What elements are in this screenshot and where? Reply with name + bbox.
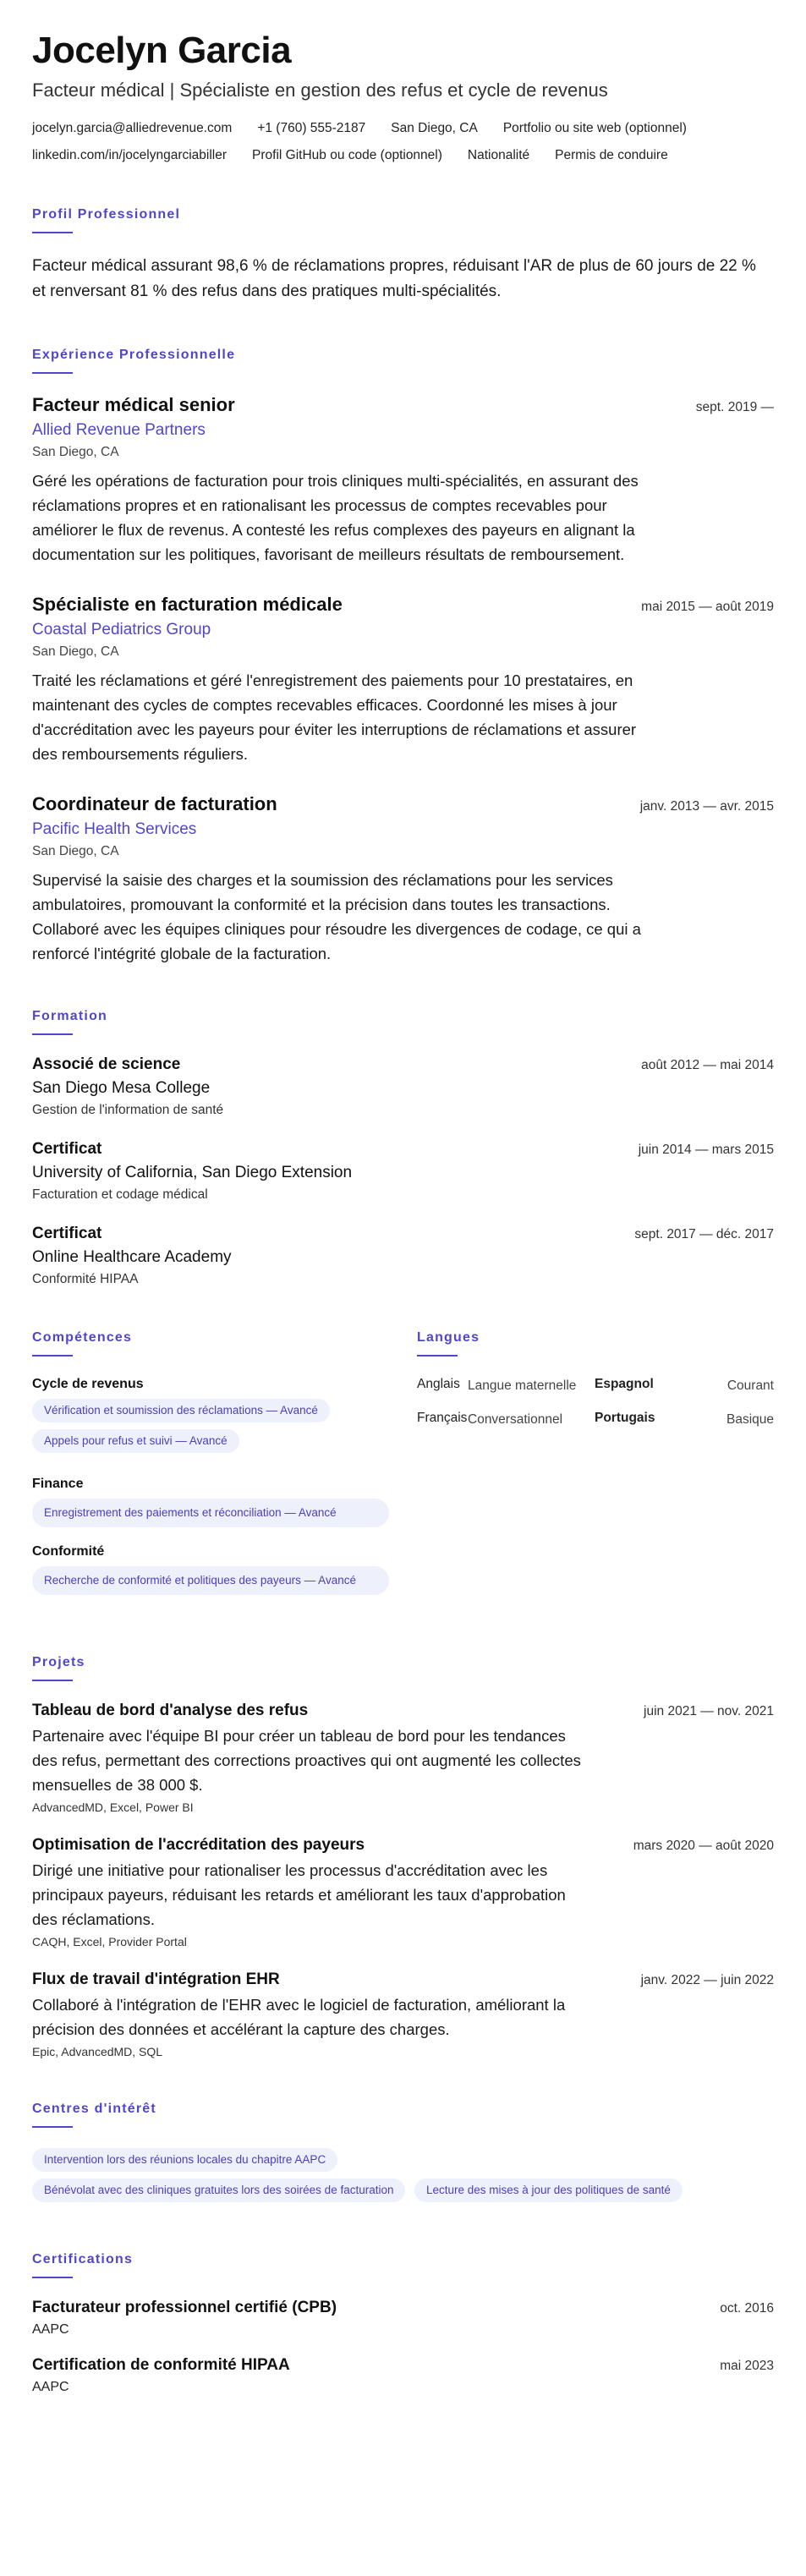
profile-summary: Facteur médical assurant 98,6 % de réclamations propres, réduisant l'AR de plus de 60 jours de 22 % et renversant 81 % des refus dans des pratiques multi-spécialités. <box>32 257 756 301</box>
languages-section <box>417 1329 774 1612</box>
language-item <box>417 1411 595 1429</box>
section-title: Projets <box>32 1655 85 1670</box>
project-title: Tableau de bord d'analyse des refus <box>32 1702 309 1720</box>
project-dates: janv. 2022 — juin 2022 <box>640 1973 774 1988</box>
job-dates: sept. 2019 — <box>695 400 774 415</box>
section-title: Formation <box>32 1009 108 1024</box>
project-title: Optimisation de l'accréditation des payeurs <box>32 1836 365 1855</box>
job-title: Spécialiste en facturation médicale <box>32 594 343 616</box>
edu-dates: sept. 2017 — déc. 2017 <box>634 1227 774 1242</box>
section-title: Langues <box>417 1330 480 1346</box>
section-divider <box>32 1033 73 1035</box>
section-title: Expérience Professionnelle <box>32 348 236 363</box>
skills-section <box>32 1329 389 1612</box>
skill-pill: Appels pour refus et suivi — Avancé <box>32 1429 239 1453</box>
skill-group-title: Conformité <box>32 1544 105 1559</box>
edu-field: Conformité HIPAA <box>32 1272 139 1287</box>
skill-pill: Enregistrement des paiements et réconciliation — Avancé <box>32 1499 389 1527</box>
language-item <box>595 1377 774 1395</box>
cert-name: Facturateur professionnel certifié (CPB) <box>32 2299 337 2317</box>
section-divider <box>32 1680 73 1681</box>
language-name: Portugais <box>595 1411 655 1426</box>
skill-pill: Vérification et soumission des réclamations — Avancé <box>32 1399 330 1422</box>
contact-phone[interactable]: +1 (760) 555-2187 <box>257 121 366 136</box>
project-description: Collaboré à l'intégration de l'EHR avec le logiciel de facturation, améliorant la précision des données et accélérant la capture des charges. <box>32 1996 566 2039</box>
section-title: Certifications <box>32 2252 134 2267</box>
section-divider <box>417 1355 458 1357</box>
skill-pill: Recherche de conformité et politiques des payeurs — Avancé <box>32 1566 389 1595</box>
projects-section <box>32 1654 774 2058</box>
job-location: San Diego, CA <box>32 445 119 460</box>
contact-github[interactable]: Profil GitHub ou code (optionnel) <box>252 148 442 163</box>
edu-school: University of California, San Diego Extension <box>32 1164 353 1182</box>
job-description: Supervisé la saisie des charges et la soumission des réclamations pour les services ambulatoires, promouvant la conformité et la précision dans toutes les transactions. Collaboré avec les équipes cliniques pour résoudre les divergences de codage, ce qui a renforcé l'intégrité globale de la facturation. <box>32 871 641 963</box>
language-level: Basique <box>726 1412 774 1428</box>
language-name: Anglais <box>417 1377 460 1392</box>
job-description: Géré les opérations de facturation pour trois cliniques multi-spécialités, en assurant des réclamations propres et en rationalisant les processus de comptes recevables pour améliorer le flux de revenus. A contesté les refus complexes des payeurs en alignant la documentation sur les politiques, favorisant de meilleurs résultats de remboursement. <box>32 472 639 564</box>
skill-group <box>32 1477 389 1527</box>
contact-location: San Diego, CA <box>391 121 478 136</box>
language-name: Espagnol <box>595 1377 654 1392</box>
project-tech: CAQH, Excel, Provider Portal <box>32 1935 187 1949</box>
skill-group-title: Cycle de revenus <box>32 1377 144 1392</box>
section-divider <box>32 232 73 233</box>
project-title: Flux de travail d'intégration EHR <box>32 1970 280 1989</box>
job-title: Coordinateur de facturation <box>32 793 277 815</box>
edu-degree: Certificat <box>32 1140 102 1159</box>
experience-item <box>32 793 774 966</box>
edu-field: Gestion de l'information de santé <box>32 1103 224 1118</box>
section-divider <box>32 1355 73 1357</box>
cert-date: mai 2023 <box>720 2359 774 2374</box>
edu-school: Online Healthcare Academy <box>32 1248 232 1267</box>
language-level: Conversationnel <box>468 1412 563 1428</box>
cert-issuer: AAPC <box>32 2380 69 2395</box>
interests-section <box>32 2101 774 2209</box>
job-company: Allied Revenue Partners <box>32 421 206 440</box>
edu-dates: août 2012 — mai 2014 <box>641 1058 774 1073</box>
education-section <box>32 1008 774 1287</box>
language-item <box>595 1411 774 1429</box>
job-company: Coastal Pediatrics Group <box>32 621 211 639</box>
project-description: Partenaire avec l'équipe BI pour créer un tableau de bord pour les tendances des refus, permettant des corrections proactives qui ont augmenté les collectes mensuelles de 38 000 $. <box>32 1727 581 1795</box>
contact-nationality: Nationalité <box>467 148 530 163</box>
job-dates: mai 2015 — août 2019 <box>641 600 774 615</box>
cert-name: Certification de conformité HIPAA <box>32 2356 290 2375</box>
project-item <box>32 1970 774 2058</box>
project-tech: Epic, AdvancedMD, SQL <box>32 2045 163 2059</box>
job-location: San Diego, CA <box>32 844 119 859</box>
job-company: Pacific Health Services <box>32 820 197 839</box>
profile-section <box>32 206 774 304</box>
contact-linkedin[interactable]: linkedin.com/in/jocelyngarciabiller <box>32 148 228 163</box>
edu-dates: juin 2014 — mars 2015 <box>638 1143 774 1158</box>
job-dates: janv. 2013 — avr. 2015 <box>639 799 774 814</box>
section-divider <box>32 2277 73 2278</box>
candidate-tagline: Facteur médical | Spécialiste en gestion des refus et cycle de revenus <box>32 79 608 101</box>
project-item <box>32 1702 774 1814</box>
certification-item <box>32 2299 774 2338</box>
resume-header <box>32 30 774 164</box>
section-title: Centres d'intérêt <box>32 2102 156 2117</box>
certifications-section <box>32 2251 774 2395</box>
job-description: Traité les réclamations et géré l'enregistrement des paiements pour 10 prestataires, en maintenant des cycles de comptes recevables efficaces. Coordonné les mises à jour d'accréditation avec les payeurs pour éviter les interruptions de réclamations et assurer des remboursements réguliers. <box>32 671 637 764</box>
language-level: Langue maternelle <box>468 1378 577 1394</box>
contact-portfolio[interactable]: Portfolio ou site web (optionnel) <box>502 121 687 136</box>
cert-date: oct. 2016 <box>720 2301 774 2316</box>
languages-grid <box>417 1377 774 1429</box>
job-title: Facteur médical senior <box>32 394 235 416</box>
edu-field: Facturation et codage médical <box>32 1187 208 1203</box>
edu-degree: Certificat <box>32 1225 102 1243</box>
interest-pill: Bénévolat avec des cliniques gratuites lors des soirées de facturation <box>32 2179 405 2202</box>
language-name: Français <box>417 1411 468 1426</box>
interest-pill: Lecture des mises à jour des politiques de santé <box>414 2179 683 2202</box>
project-description: Dirigé une initiative pour rationaliser les processus d'accréditation avec les principaux payeurs, réduisant les retards et améliorant les taux d'approbation des réclamations. <box>32 1861 566 1929</box>
section-title: Compétences <box>32 1330 133 1346</box>
section-divider <box>32 372 73 374</box>
section-divider <box>32 2126 73 2128</box>
project-item <box>32 1836 774 1948</box>
contact-license: Permis de conduire <box>555 148 668 163</box>
experience-section <box>32 347 774 966</box>
skills-languages-row <box>32 1329 774 1612</box>
education-item <box>32 1055 774 1118</box>
skill-group-title: Finance <box>32 1477 84 1492</box>
interest-pill: Intervention lors des réunions locales du chapitre AAPC <box>32 2148 337 2172</box>
experience-item <box>32 394 774 567</box>
edu-school: San Diego Mesa College <box>32 1079 211 1098</box>
skill-group <box>32 1544 389 1595</box>
language-level: Courant <box>726 1378 774 1394</box>
project-dates: mars 2020 — août 2020 <box>633 1839 774 1854</box>
cert-issuer: AAPC <box>32 2322 69 2338</box>
education-item <box>32 1140 774 1203</box>
project-tech: AdvancedMD, Excel, Power BI <box>32 1800 194 1815</box>
language-item <box>417 1377 595 1395</box>
job-location: San Diego, CA <box>32 644 119 660</box>
experience-item <box>32 594 774 766</box>
education-item <box>32 1225 774 1287</box>
project-dates: juin 2021 — nov. 2021 <box>644 1704 774 1719</box>
edu-degree: Associé de science <box>32 1055 181 1074</box>
contact-info <box>32 120 774 164</box>
certification-item <box>32 2356 774 2395</box>
contact-email[interactable]: jocelyn.garcia@alliedrevenue.com <box>32 121 233 136</box>
candidate-name: Jocelyn Garcia <box>32 30 292 71</box>
section-title: Profil Professionnel <box>32 207 181 222</box>
skill-group <box>32 1377 389 1460</box>
interests-list <box>32 2148 774 2209</box>
